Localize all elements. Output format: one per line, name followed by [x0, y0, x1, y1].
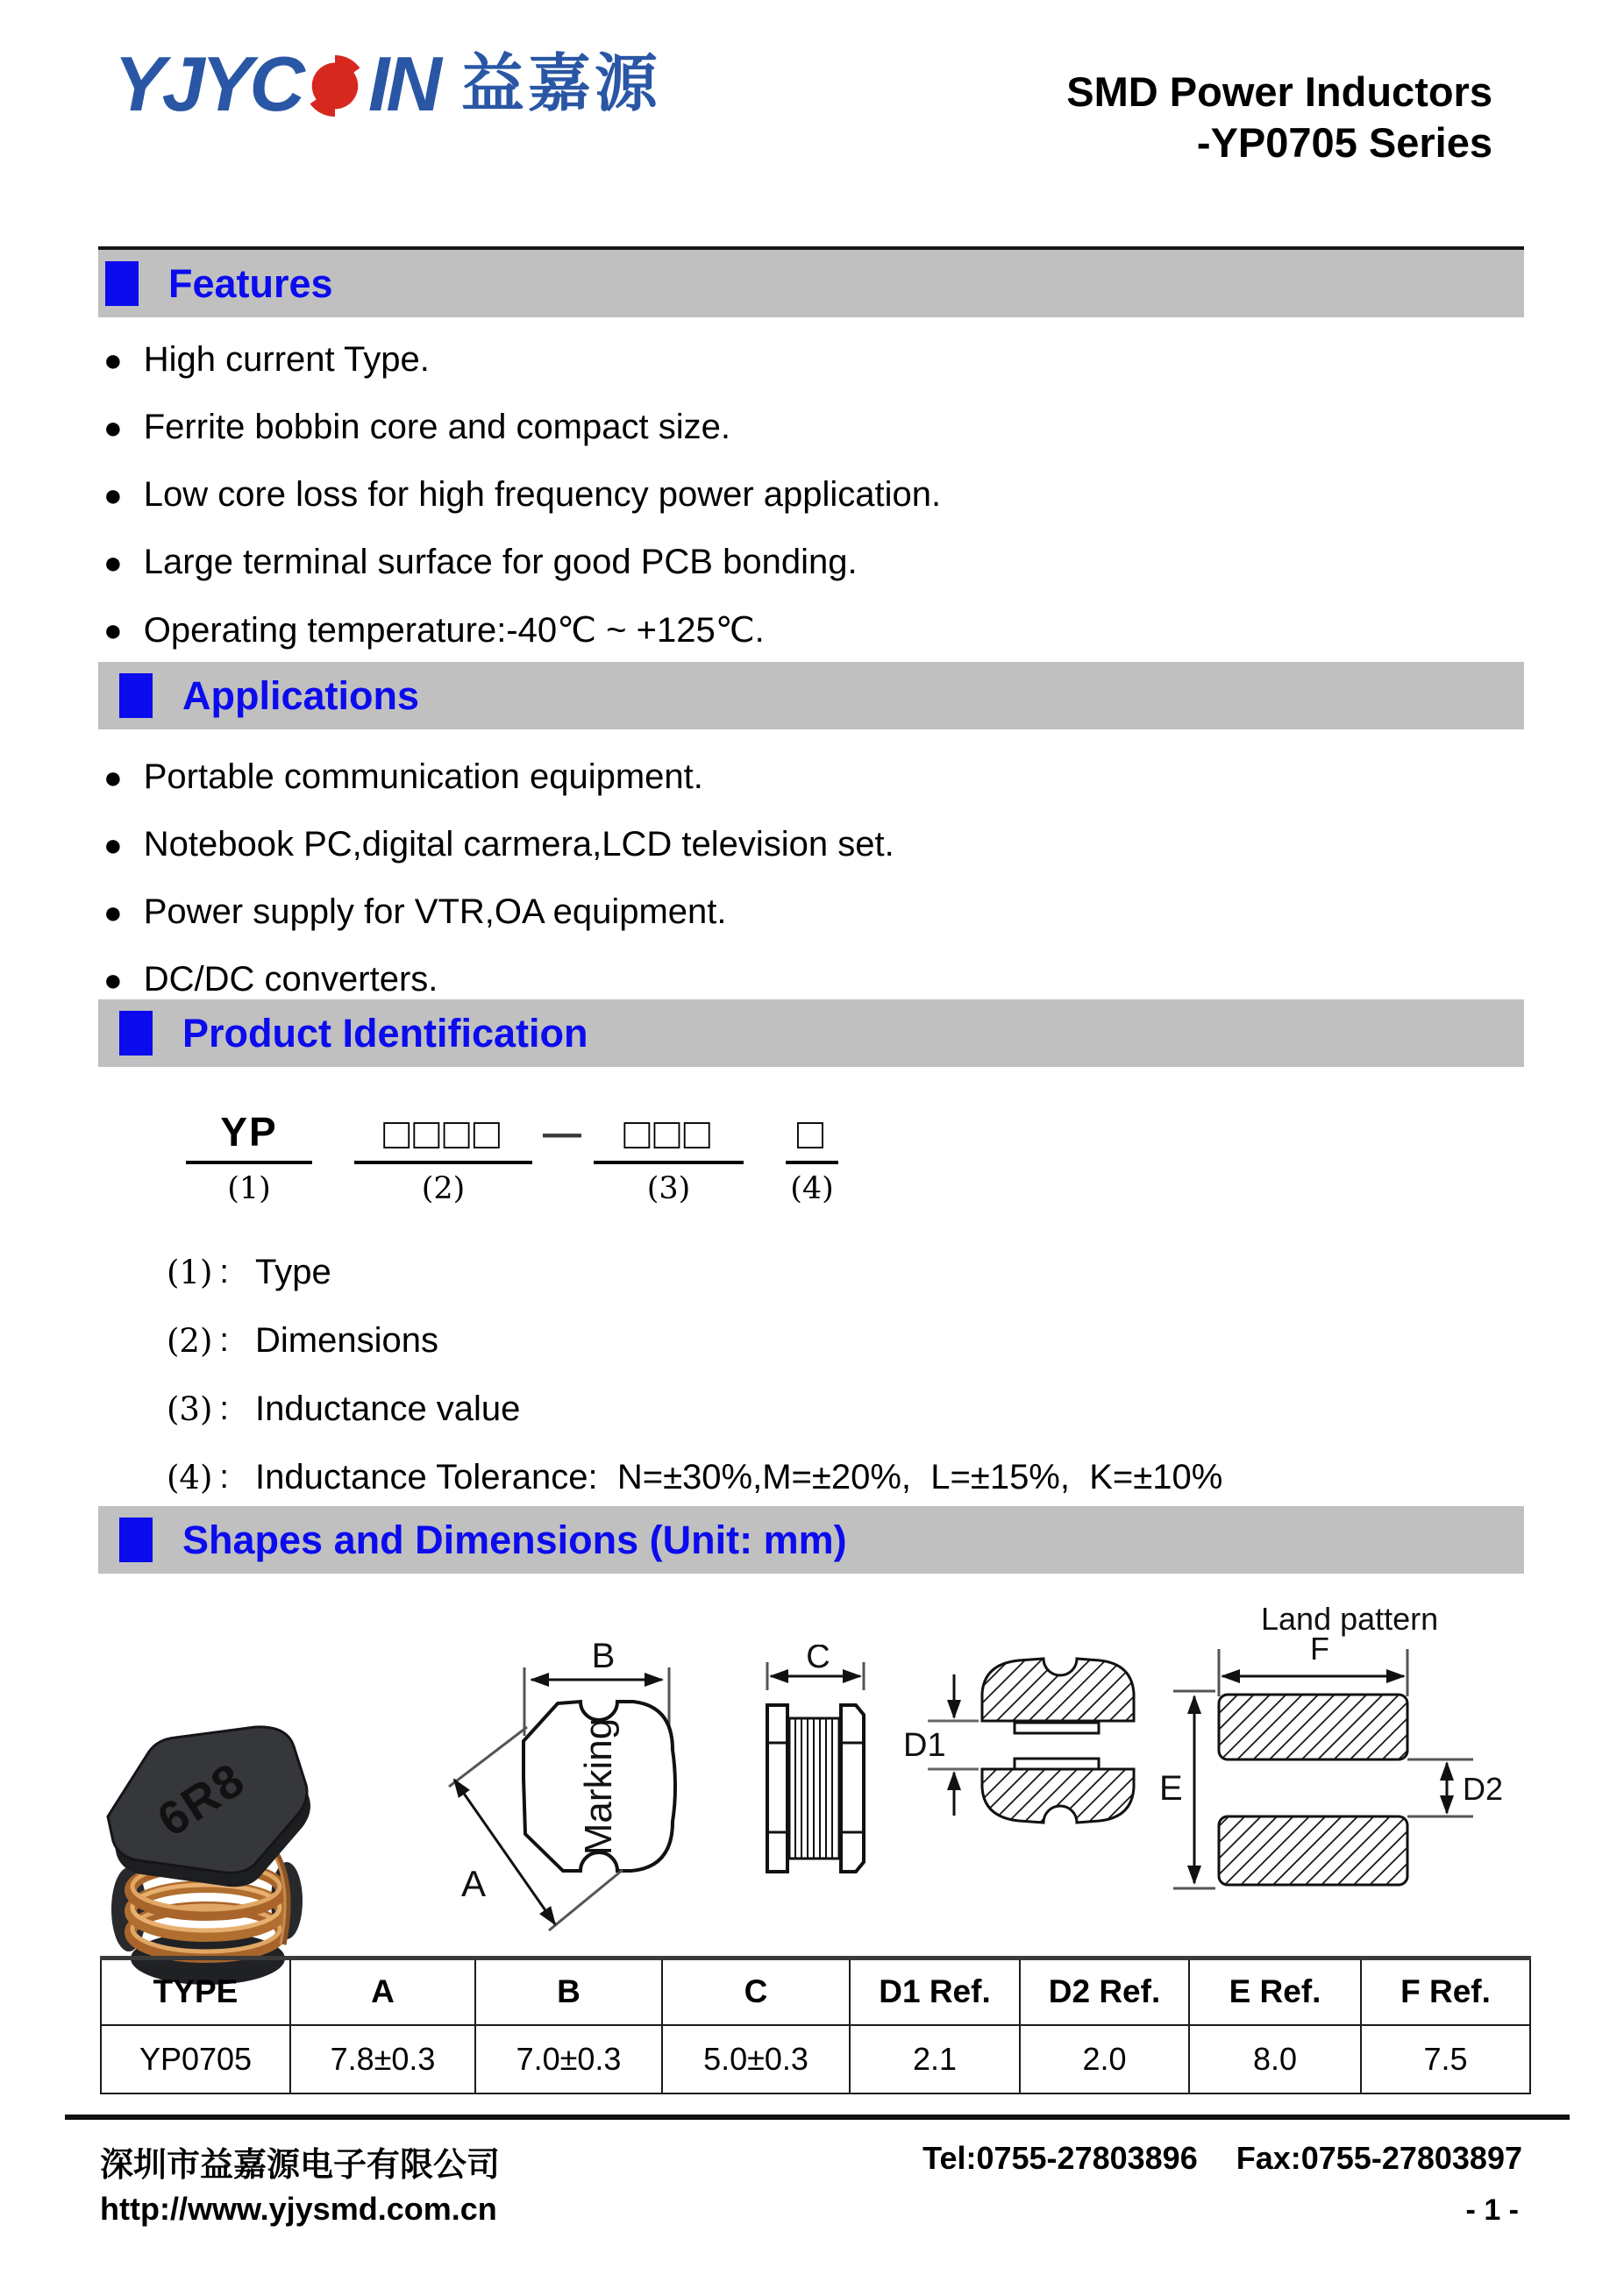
code-group-type: YP (1) — [186, 1106, 312, 1206]
title-line-2: -YP0705 Series — [1196, 119, 1492, 166]
table-cell: 5.0±0.3 — [662, 2025, 850, 2093]
bullet-icon: ● — [103, 826, 123, 863]
table-header-row — [101, 1958, 1530, 2025]
bullet-icon: ● — [103, 893, 123, 930]
footer-url: http://www.yjysmd.com.cn — [100, 2191, 497, 2227]
application-item: ● Power supply for VTR,OA equipment. — [103, 892, 727, 931]
landpattern-diagram — [1156, 1598, 1585, 1901]
logo-coin-icon — [303, 53, 367, 118]
feature-item: ● Large terminal surface for good PCB bonding. — [103, 543, 858, 581]
dim-label-c: C — [806, 1645, 830, 1675]
section-heading-applications: Applications — [182, 672, 420, 718]
section-heading-identification: Product Identification — [182, 1010, 588, 1056]
bullet-icon: ● — [103, 544, 123, 580]
table-header-cell: C — [662, 1958, 850, 2025]
land-pattern-label: Land pattern — [1261, 1601, 1439, 1637]
logo-chinese-text: 益嘉源 — [460, 49, 661, 119]
company-logo — [114, 40, 661, 127]
footer-page-number: - 1 - — [1465, 2193, 1519, 2227]
footer-tel: Tel:0755-27803896 — [922, 2140, 1198, 2176]
table-header-cell: TYPE — [101, 1958, 290, 2025]
bullet-icon: ● — [103, 341, 123, 378]
bottomview-diagram — [893, 1646, 1156, 1852]
application-item: ● Portable communication equipment. — [103, 757, 703, 796]
code-dash: — — [543, 1112, 581, 1155]
blue-square-icon — [119, 1518, 153, 1562]
features-list — [103, 326, 941, 664]
application-item: ● Notebook PC,digital carmera,LCD television set. — [103, 825, 894, 864]
table-row — [101, 2025, 1530, 2093]
table-cell: 2.1 — [850, 2025, 1020, 2093]
feature-item: ● Low core loss for high frequency power application. — [103, 475, 942, 514]
footer-fax: Fax:0755-27803897 — [1236, 2140, 1522, 2176]
document-title — [1066, 67, 1492, 168]
bullet-icon: ● — [103, 409, 123, 445]
bullet-icon: ● — [103, 476, 123, 513]
section-bar-identification — [98, 999, 1524, 1067]
dim-label-a: A — [461, 1863, 487, 1904]
logo-text-left: YJYC — [114, 40, 302, 127]
table-header-cell: A — [290, 1958, 475, 2025]
dim-label-d2: D2 — [1463, 1771, 1504, 1807]
photo-marking-label: 6R8 — [148, 1752, 255, 1847]
code-group-inductance: □□□ (3) — [594, 1106, 744, 1206]
feature-item: ● Operating temperature:-40℃ ~ +125℃. — [103, 610, 765, 650]
dimensions-table — [100, 1956, 1531, 2094]
dim-label-e: E — [1159, 1769, 1183, 1808]
table-header-cell: E Ref. — [1189, 1958, 1361, 2025]
table-cell: 7.0±0.3 — [475, 2025, 662, 2093]
part-number-code — [0, 1106, 1624, 1220]
logo-text-right: IN — [367, 40, 438, 127]
table-cell: 8.0 — [1189, 2025, 1361, 2093]
sideview-diagram — [742, 1645, 895, 1886]
table-header-cell: D1 Ref. — [850, 1958, 1020, 2025]
applications-list — [103, 743, 894, 1013]
table-header-cell: D2 Ref. — [1020, 1958, 1189, 2025]
section-heading-shapes: Shapes and Dimensions (Unit: mm) — [182, 1517, 847, 1562]
table-cell: YP0705 — [101, 2025, 290, 2093]
section-bar-features — [98, 246, 1524, 317]
bullet-icon: ● — [103, 961, 123, 998]
code-group-dimensions: □□□□ (2) — [354, 1106, 532, 1206]
dim-label-f: F — [1310, 1631, 1329, 1667]
bullet-icon: ● — [103, 611, 123, 648]
section-bar-shapes — [98, 1506, 1524, 1574]
application-item: ● DC/DC converters. — [103, 960, 438, 999]
table-cell: 7.5 — [1361, 2025, 1530, 2093]
dim-label-d1: D1 — [903, 1727, 946, 1764]
product-photo — [83, 1701, 320, 1990]
marking-label: Marking — [577, 1717, 620, 1856]
legend-item: (1) : Type — [167, 1252, 331, 1291]
title-line-1: SMD Power Inductors — [1066, 68, 1492, 115]
blue-square-icon — [119, 673, 153, 718]
footer-company-name: 深圳市益嘉源电子有限公司 — [100, 2147, 501, 2184]
legend-item: (2) : Dimensions — [167, 1320, 438, 1360]
topview-diagram — [368, 1638, 745, 1958]
bullet-icon: ● — [103, 758, 123, 795]
legend-item: (3) : Inductance value — [167, 1389, 521, 1428]
footer-divider — [65, 2115, 1570, 2120]
legend-item: (4) : Inductance Tolerance: N=±30%,M=±20%, L=±15%, K=±10% — [167, 1457, 1223, 1496]
dim-label-b: B — [591, 1638, 616, 1675]
footer-contact — [922, 2140, 1522, 2177]
code-legend — [167, 1238, 1222, 1511]
table-header-cell: B — [475, 1958, 662, 2025]
feature-item: ● Ferrite bobbin core and compact size. — [103, 408, 730, 446]
section-heading-features: Features — [168, 260, 333, 306]
blue-square-icon — [105, 261, 139, 306]
feature-item: ● High current Type. — [103, 340, 430, 379]
table-header-cell: F Ref. — [1361, 1958, 1530, 2025]
blue-square-icon — [119, 1011, 153, 1056]
code-group-tolerance: □ (4) — [786, 1106, 838, 1206]
table-cell: 2.0 — [1020, 2025, 1189, 2093]
section-bar-applications — [98, 662, 1524, 729]
table-cell: 7.8±0.3 — [290, 2025, 475, 2093]
